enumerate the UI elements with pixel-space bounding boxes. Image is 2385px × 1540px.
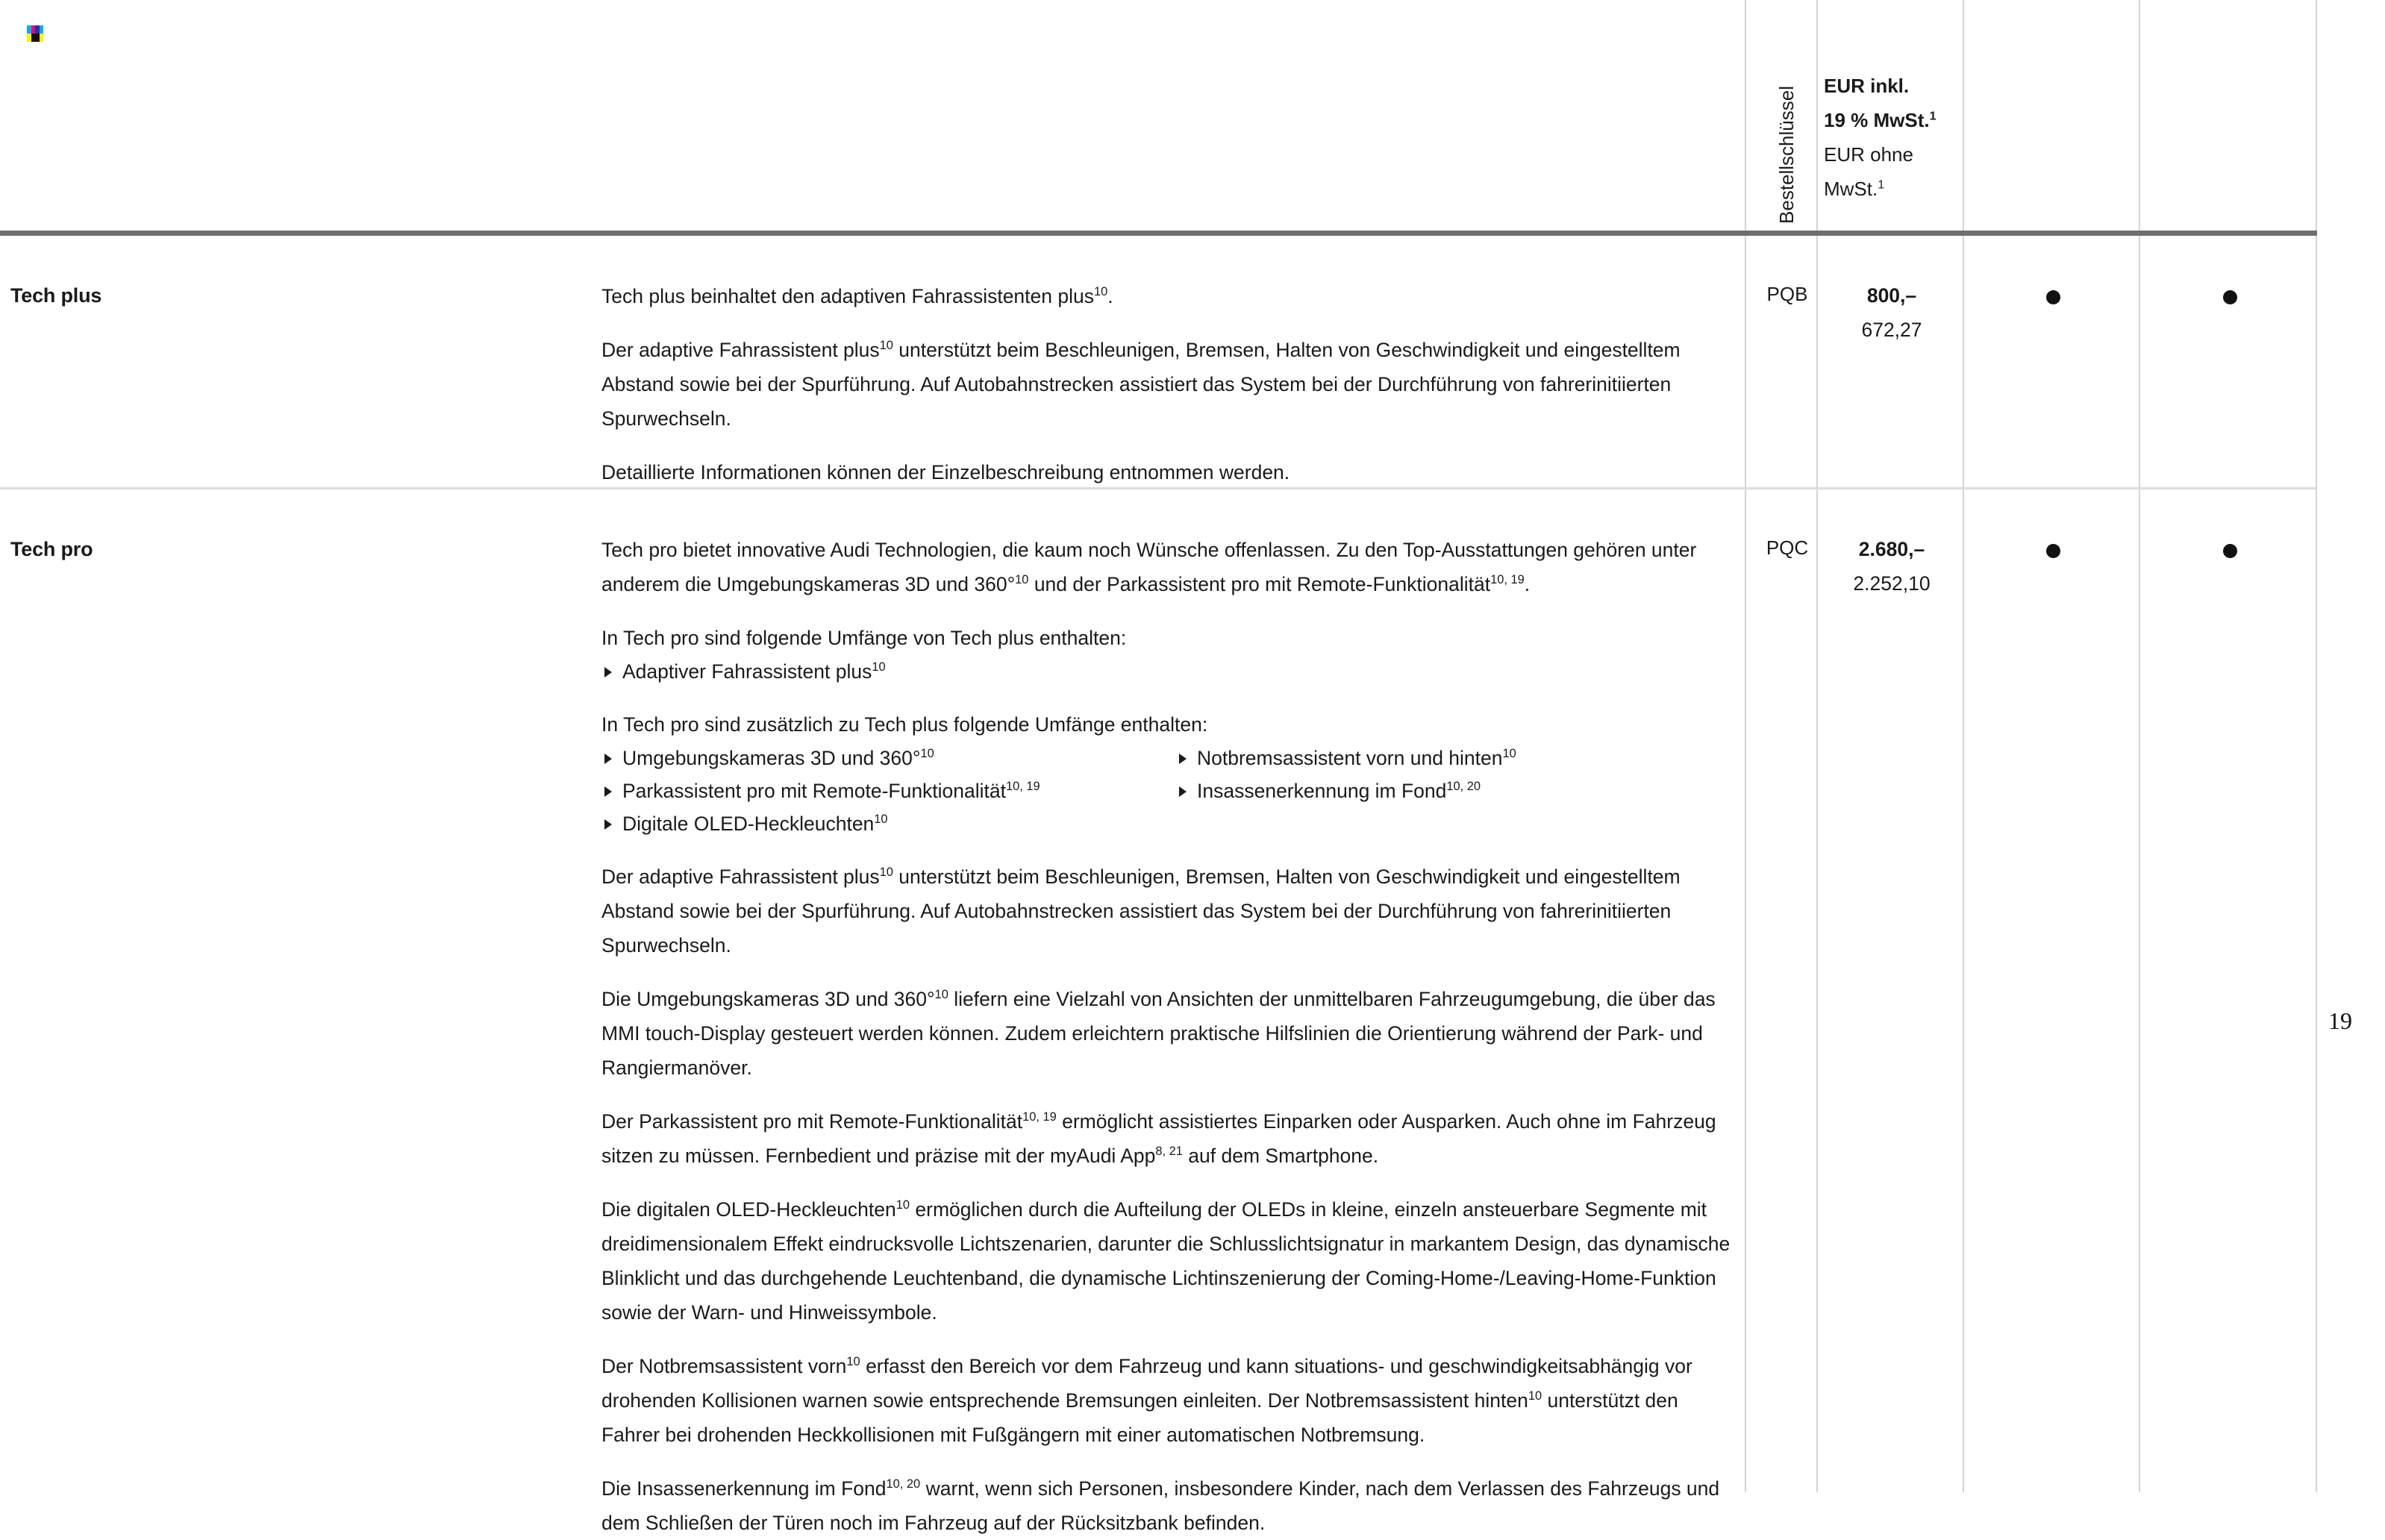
table-right-edge xyxy=(2316,0,2317,1492)
description-intro: Tech pro bietet innovative Audi Technologien, die kaum noch Wünsche offenlassen. Zu den Top-Ausstattungen gehören unter anderem die Umgebungskameras 3D und 360°$^{10}$ und der Parkassistent pro mit Remote-Funktionalität$^{10, 19}$. xyxy=(601,539,1697,595)
price-gross-header-line2 xyxy=(1824,103,1973,137)
column-header-order-key xyxy=(1754,45,1819,224)
column-divider xyxy=(1745,0,1746,1492)
option-description xyxy=(601,533,1736,1540)
included-scope-list xyxy=(601,655,1736,688)
list-item-label: Parkassistent pro mit Remote-Funktionalität$^{10, 19}$ xyxy=(622,780,1040,802)
triangle-bullet-icon xyxy=(604,754,612,764)
price-net-header-text: MwSt. xyxy=(1824,178,1878,200)
availability-marker-column-2 xyxy=(2142,279,2317,313)
price-cell xyxy=(1824,533,1960,601)
triangle-bullet-icon xyxy=(604,667,612,677)
footnote-marker: 1 xyxy=(1929,109,1937,123)
list-item xyxy=(601,807,1176,840)
list-item xyxy=(1176,742,1728,774)
description-paragraph: Detaillierte Informationen können der Einzelbeschreibung entnommen werden. xyxy=(601,461,1290,483)
header-bottom-rule xyxy=(0,231,2317,236)
filled-circle-icon xyxy=(2046,290,2060,304)
filled-circle-icon xyxy=(2046,544,2060,558)
option-name: Tech plus xyxy=(10,284,102,307)
order-key-value: PQB xyxy=(1766,283,1808,305)
description-paragraph: Die Umgebungskameras 3D und 360°$^{10}$ liefern eine Vielzahl von Ansichten der unmittelbaren Fahrzeugumgebung, die über das MMI touch-Display gesteuert werden können. Zudem erleichtern praktische Hilfslinien die Orientierung während der Park- und Rangiermanöver. xyxy=(601,988,1716,1079)
availability-marker-column-2 xyxy=(2142,533,2317,566)
availability-marker-column-1 xyxy=(1966,533,2140,566)
price-net-value: 2.252,10 xyxy=(1853,572,1931,595)
page-number: 19 xyxy=(2328,1007,2352,1034)
footnote-marker: 1 xyxy=(1878,178,1885,192)
filled-circle-icon xyxy=(2223,290,2237,304)
list-item xyxy=(601,774,1176,807)
option-description xyxy=(601,279,1736,489)
list-item-label: Adaptiver Fahrassistent plus$^{10}$ xyxy=(622,660,886,683)
description-paragraph: Die Insassenerkennung im Fond$^{10, 20}$ warnt, wenn sich Personen, insbesondere Kinder, nach dem Verlassen des Fahrzeugs und dem Schließen der Türen noch im Fahrzeug auf der Rücksitzbank befinden. xyxy=(601,1477,1720,1534)
list-item-label: Notbremsassistent vorn und hinten$^{10}$ xyxy=(1197,747,1516,769)
triangle-bullet-icon xyxy=(1179,754,1187,764)
description-paragraph: Der Notbremsassistent vorn$^{10}$ erfasst den Bereich vor dem Fahrzeug und kann situations- und geschwindigkeitsabhängig vor drohenden Kollisionen warnen sowie entsprechende Bremsungen einleiten. Der Notbremsassistent hinten$^{10}$ unterstützt den Fahrer bei drohenden Heckkollisionen mit Fußgängern mit einer automatischen Notbremsung. xyxy=(601,1355,1692,1446)
availability-marker-column-1 xyxy=(1966,279,2140,313)
price-gross-header-text: 19 % MwSt. xyxy=(1824,109,1930,131)
column-divider xyxy=(2139,0,2140,1492)
column-header-price xyxy=(1824,69,1973,206)
option-name: Tech pro xyxy=(10,538,93,560)
price-cell xyxy=(1824,279,1960,347)
order-key-value: PQC xyxy=(1766,536,1809,559)
additional-scope-list-right xyxy=(1176,742,1728,807)
description-paragraph: Tech plus beinhaltet den adaptiven Fahrassistenten plus$^{10}$. xyxy=(601,285,1113,307)
additional-scope-list xyxy=(601,742,1736,840)
price-net-value: 672,27 xyxy=(1861,319,1922,341)
triangle-bullet-icon xyxy=(604,786,612,797)
column-divider xyxy=(1963,0,1964,1492)
list-item-label: Digitale OLED-Heckleuchten$^{10}$ xyxy=(622,813,888,835)
list-item xyxy=(601,742,1176,774)
price-net-header-line1: EUR ohne xyxy=(1824,143,1913,166)
triangle-bullet-icon xyxy=(1179,786,1187,797)
price-gross-value: 2.680,– xyxy=(1858,538,1925,560)
filled-circle-icon xyxy=(2223,544,2237,558)
price-gross-header-line1: EUR inkl. xyxy=(1824,75,1910,97)
description-paragraph: Der adaptive Fahrassistent plus$^{10}$ unterstützt beim Beschleunigen, Bremsen, Halten von Geschwindigkeit und eingestelltem Abstand sowie bei der Spurführung. Auf Autobahnstrecken assistiert das System bei der Durchführung von fahrerinitiierten Spurwechseln. xyxy=(601,339,1681,430)
list-item xyxy=(1176,774,1728,807)
price-net-header-line2 xyxy=(1824,172,1973,206)
column-divider xyxy=(1816,0,1818,1492)
description-paragraph: Der adaptive Fahrassistent plus$^{10}$ unterstützt beim Beschleunigen, Bremsen, Halten von Geschwindigkeit und eingestelltem Abstand sowie bei der Spurführung. Auf Autobahnstrecken assistiert das System bei der Durchführung von fahrerinitiierten Spurwechseln. xyxy=(601,866,1681,957)
description-paragraph: Der Parkassistent pro mit Remote-Funktionalität$^{10, 19}$ ermöglicht assistiertes Einparken oder Ausparken. Auch ohne im Fahrzeug sitzen zu müssen. Fernbedient und präzise mit der myAudi App$^{8, 21}$ auf dem Smartphone. xyxy=(601,1110,1716,1167)
additional-scope-label: In Tech pro sind zusätzlich zu Tech plus folgende Umfänge enthalten: xyxy=(601,713,1208,736)
included-scope-label: In Tech pro sind folgende Umfänge von Tech plus enthalten: xyxy=(601,627,1127,649)
price-gross-value: 800,– xyxy=(1866,284,1917,307)
triangle-bullet-icon xyxy=(604,819,612,830)
order-key-header-label: Bestellschlüssel xyxy=(1775,86,1798,224)
list-item xyxy=(601,655,1736,688)
description-paragraph: Die digitalen OLED-Heckleuchten$^{10}$ ermöglichen durch die Aufteilung der OLEDs in kleine, einzeln ansteuerbare Segmente mit dreidimensionalem Effekt eindrucksvolle Lichtszenarien, darunter die Schlusslichtsignatur in markantem Design, das dynamische Blinklicht und das durchgehende Leuchtenband, die dynamische Lichtinszenierung der Coming-Home-/Leaving-Home-Funktion sowie der Warn- und Hinweissymbole. xyxy=(601,1198,1731,1324)
list-item-label: Umgebungskameras 3D und 360°$^{10}$ xyxy=(622,747,934,769)
additional-scope-list-left xyxy=(601,742,1176,840)
list-item-label: Insassenerkennung im Fond$^{10, 20}$ xyxy=(1197,780,1481,802)
